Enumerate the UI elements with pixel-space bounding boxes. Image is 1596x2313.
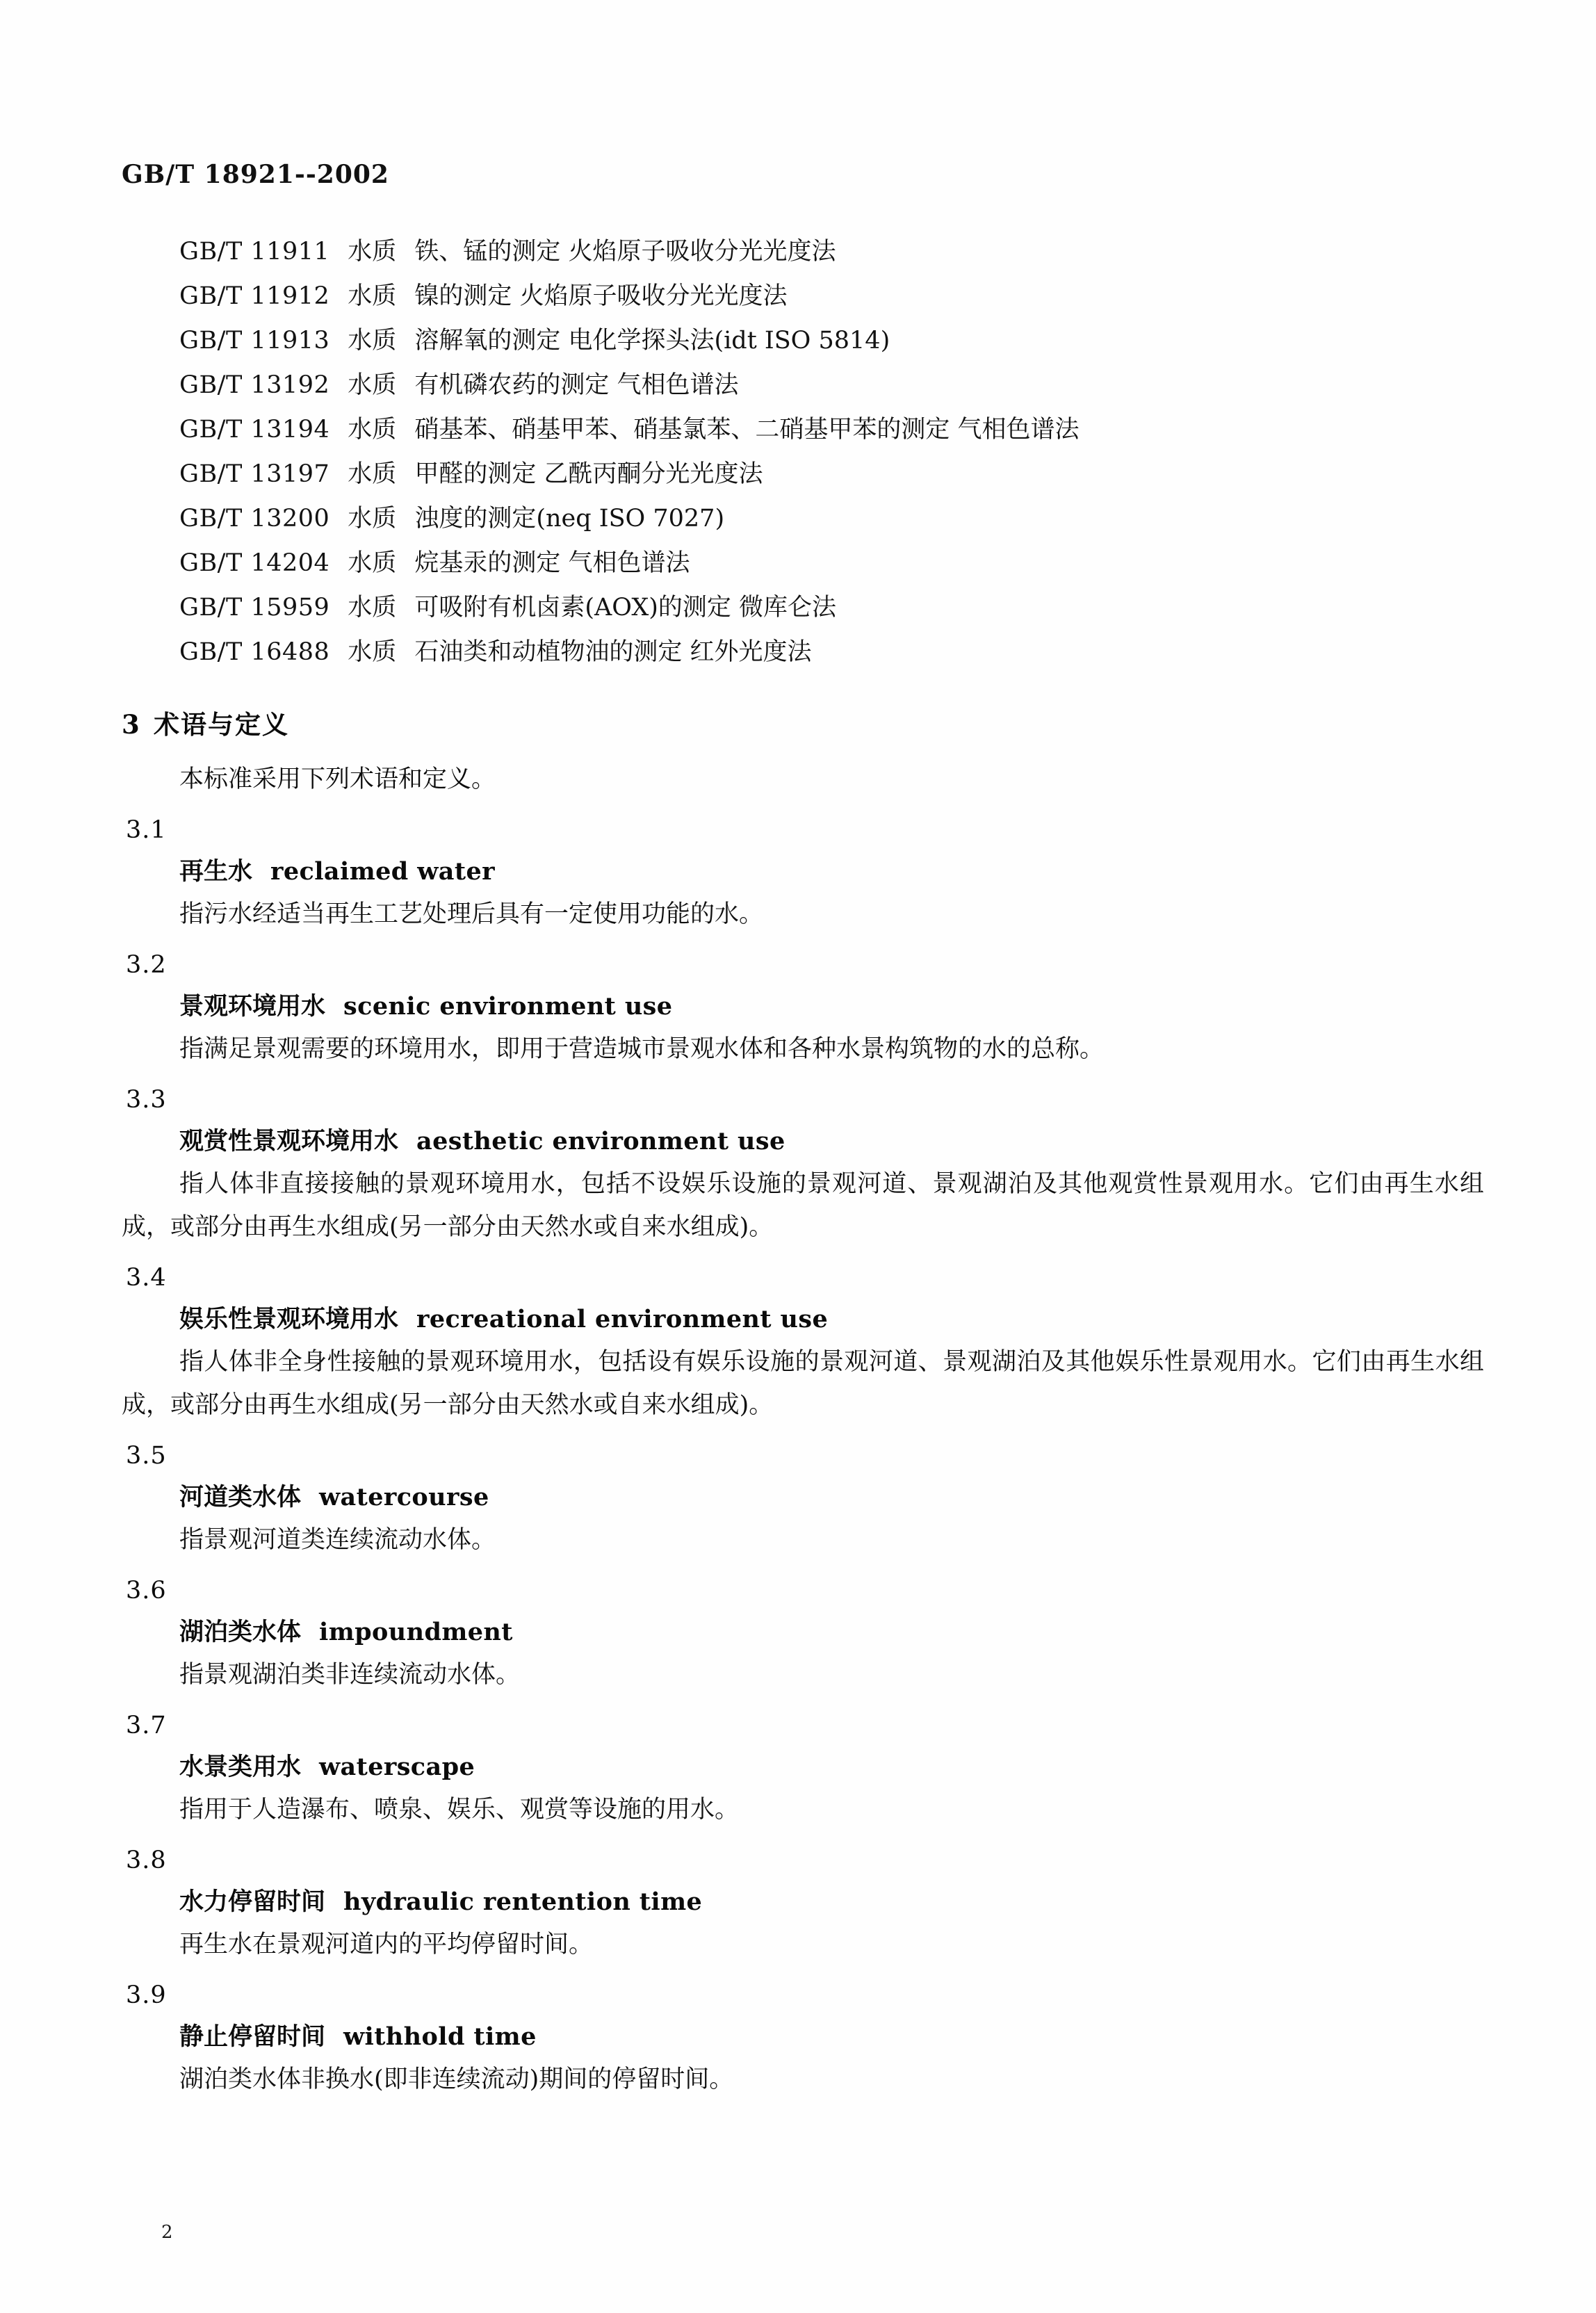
term-entry	[122, 1705, 1484, 1831]
reference-code: GB/T 11912	[179, 282, 330, 310]
term-definition: 再生水在景观河道内的平均停留时间。	[179, 1931, 594, 1958]
term-heading	[179, 1299, 1484, 1340]
reference-subject: 水质	[348, 638, 397, 666]
term-entry	[122, 944, 1484, 1071]
page-number: 2	[161, 2222, 173, 2243]
reference-title: 可吸附有机卤素(AOX)的测定 微库仑法	[414, 594, 837, 622]
reference-subject: 水质	[348, 549, 397, 577]
reference-title: 浊度的测定(neq ISO 7027)	[414, 505, 725, 533]
reference-subject: 水质	[348, 282, 397, 310]
reference-code: GB/T 13194	[179, 416, 330, 444]
reference-subject: 水质	[348, 371, 397, 399]
reference-item	[179, 318, 1484, 363]
reference-item	[179, 363, 1484, 407]
reference-code: GB/T 13197	[179, 460, 330, 488]
normative-reference-list	[122, 229, 1484, 674]
term-number: 3.8	[126, 1847, 167, 1874]
term-number: 3.3	[126, 1086, 167, 1114]
term-number: 3.1	[126, 816, 167, 844]
term-name-zh: 娱乐性景观环境用水	[179, 1305, 399, 1333]
term-definition: 指满足景观需要的环境用水，即用于营造城市景观水体和各种水景构筑物的水的总称。	[179, 1035, 1105, 1063]
term-name-en: waterscape	[319, 1753, 475, 1781]
term-name-en: aesthetic environment use	[416, 1127, 785, 1155]
term-heading	[179, 2016, 1484, 2058]
clause-intro-paragraph: 本标准采用下列术语和定义。	[179, 765, 496, 793]
term-heading	[179, 1881, 1484, 1923]
reference-subject: 水质	[348, 416, 397, 444]
term-entry	[122, 1840, 1484, 1966]
term-entry	[122, 1257, 1484, 1427]
reference-title: 溶解氧的测定 电化学探头法(idt ISO 5814)	[414, 327, 890, 355]
term-entry	[122, 809, 1484, 936]
term-name-en: reclaimed water	[270, 857, 495, 886]
term-number: 3.2	[126, 951, 167, 979]
reference-title: 有机磷农药的测定 气相色谱法	[414, 371, 739, 399]
reference-code: GB/T 15959	[179, 594, 330, 622]
term-name-zh: 静止停留时间	[179, 2022, 326, 2051]
reference-title: 镍的测定 火焰原子吸收分光光度法	[414, 282, 788, 310]
reference-title: 烷基汞的测定 气相色谱法	[414, 549, 690, 577]
reference-item	[179, 585, 1484, 630]
clause-heading	[122, 704, 1484, 745]
term-definition: 指景观湖泊类非连续流动水体。	[179, 1661, 521, 1689]
page-content	[122, 229, 1484, 2101]
reference-title: 甲醛的测定 乙酰丙酮分光光度法	[414, 460, 763, 488]
reference-item	[179, 274, 1484, 318]
term-name-zh: 水力停留时间	[179, 1888, 326, 1916]
reference-item	[179, 496, 1484, 541]
running-header: GB/T 18921--2002	[122, 160, 389, 189]
reference-subject: 水质	[348, 238, 397, 266]
reference-code: GB/T 11911	[179, 238, 330, 266]
term-number: 3.4	[126, 1264, 167, 1292]
reference-subject: 水质	[348, 505, 397, 533]
term-name-zh: 景观环境用水	[179, 992, 326, 1021]
term-name-zh: 湖泊类水体	[179, 1618, 302, 1646]
term-number: 3.7	[126, 1712, 167, 1739]
term-name-en: withhold time	[343, 2022, 537, 2051]
term-name-zh: 再生水	[179, 857, 253, 886]
reference-title: 石油类和动植物油的测定 红外光度法	[414, 638, 812, 666]
term-heading	[179, 1477, 1484, 1518]
reference-code: GB/T 11913	[179, 327, 330, 355]
term-name-en: scenic environment use	[343, 992, 673, 1021]
clause-number: 3	[122, 709, 140, 740]
reference-code: GB/T 14204	[179, 549, 330, 577]
term-entry	[122, 1974, 1484, 2101]
term-number: 3.6	[126, 1577, 167, 1605]
reference-item	[179, 407, 1484, 452]
term-heading	[179, 986, 1484, 1028]
term-name-zh: 水景类用水	[179, 1753, 302, 1781]
reference-code: GB/T 13200	[179, 505, 330, 533]
reference-subject: 水质	[348, 594, 397, 622]
term-entry	[122, 1079, 1484, 1249]
term-definition: 指污水经适当再生工艺处理后具有一定使用功能的水。	[179, 900, 764, 928]
term-entry	[122, 1435, 1484, 1561]
reference-item	[179, 630, 1484, 674]
term-heading	[179, 1121, 1484, 1162]
reference-code: GB/T 16488	[179, 638, 330, 666]
clause-title: 术语与定义	[154, 709, 289, 740]
term-name-en: impoundment	[319, 1618, 513, 1646]
term-definition: 指用于人造瀑布、喷泉、娱乐、观赏等设施的用水。	[179, 1796, 740, 1824]
reference-title: 铁、锰的测定 火焰原子吸收分光光度法	[414, 238, 836, 266]
term-entry-list	[122, 809, 1484, 2101]
term-definition: 指人体非全身性接触的景观环境用水，包括设有娱乐设施的景观河道、景观湖泊及其他娱乐性景观用水。它们由再生水组成，或部分由再生水组成(另一部分由天然水或自来水组成)。	[122, 1348, 1484, 1419]
reference-title: 硝基苯、硝基甲苯、硝基氯苯、二硝基甲苯的测定 气相色谱法	[414, 416, 1080, 444]
term-name-zh: 河道类水体	[179, 1483, 302, 1511]
term-definition: 湖泊类水体非换水(即非连续流动)期间的停留时间。	[179, 2066, 734, 2093]
term-number: 3.5	[126, 1442, 167, 1470]
reference-code: GB/T 13192	[179, 371, 330, 399]
reference-item	[179, 452, 1484, 496]
term-name-en: hydraulic rentention time	[343, 1888, 703, 1916]
term-heading	[179, 851, 1484, 893]
reference-item	[179, 541, 1484, 585]
term-name-zh: 观赏性景观环境用水	[179, 1127, 399, 1155]
term-name-en: watercourse	[319, 1483, 489, 1511]
term-heading	[179, 1746, 1484, 1788]
reference-subject: 水质	[348, 460, 397, 488]
term-heading	[179, 1612, 1484, 1653]
term-definition: 指景观河道类连续流动水体。	[179, 1526, 496, 1554]
reference-item	[179, 229, 1484, 274]
term-entry	[122, 1570, 1484, 1696]
term-number: 3.9	[126, 1981, 167, 2009]
reference-subject: 水质	[348, 327, 397, 355]
term-definition: 指人体非直接接触的景观环境用水，包括不设娱乐设施的景观河道、景观湖泊及其他观赏性景观用水。它们由再生水组成，或部分由再生水组成(另一部分由天然水或自来水组成)。	[122, 1170, 1484, 1241]
term-name-en: recreational environment use	[416, 1305, 829, 1333]
